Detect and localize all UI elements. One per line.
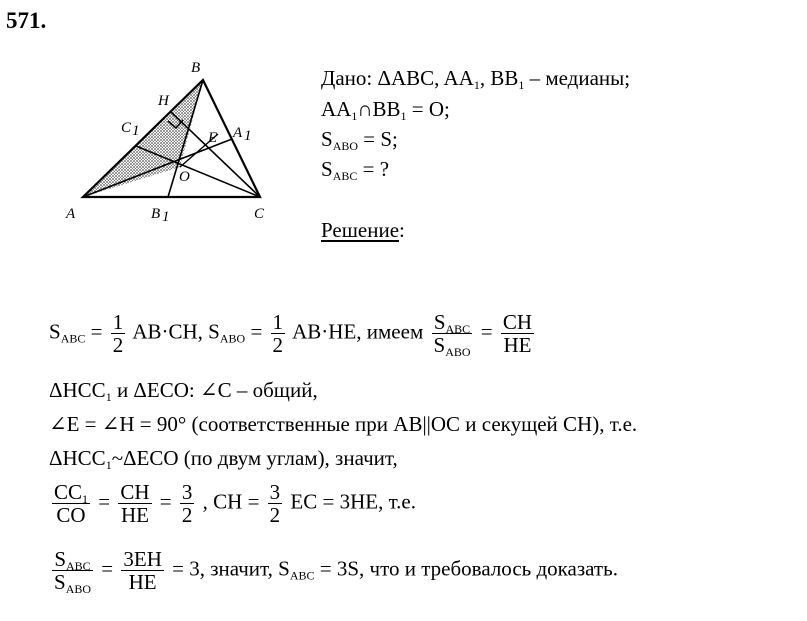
label-e: E — [208, 130, 218, 146]
solution-line-4: $\Delta HCC_1\sim\Delta ECO$ (по двум углам), значит, — [49, 446, 398, 472]
fraction-ch-he: $\frac{CH}{HE}$ — [502, 310, 533, 357]
solution-line-1: $S_{ABC}$ = $\frac{1}{2}$ AB·CH, $S_{ABO}$ = $\frac{1}{2}$ AB·HE, имеем $\frac{S_{ABC}}{S_{ABO}}$ = $\frac{CH}{HE}$ — [49, 310, 533, 359]
fraction-area-ratio-2: $\frac{S_{ABC}}{S_{ABO}}$ — [54, 547, 92, 596]
solution-heading: Решение: — [321, 218, 405, 242]
fraction-cc1-co: $\frac{CC_1}{CO}$ — [54, 480, 89, 527]
triangle-diagram — [58, 55, 288, 230]
label-b1-sub: 1 — [162, 209, 170, 225]
given-line-3: $S_{ABO} = S$; — [321, 127, 398, 153]
problem-number: 571. — [6, 8, 47, 33]
label-a1: A — [233, 125, 243, 141]
label-c1-sub: 1 — [132, 123, 140, 139]
given-line-1: Дано: ΔABC, $AA_1$, $BB_1$ – медианы; — [321, 66, 631, 92]
solution-line-2: $\Delta HCC_1$ и ΔECO: ∠C – общий, — [49, 378, 318, 404]
label-b1: B — [151, 206, 161, 222]
fraction-3-2: $\frac{3}{2}$ — [181, 480, 193, 527]
given-line-4: $S_{ABC}$ = ? — [321, 157, 390, 183]
fraction-3-2-b: $\frac{3}{2}$ — [269, 480, 281, 527]
solution-line-5: $\frac{CC_1}{CO}$ = $\frac{CH}{HE}$ = $\frac{3}{2}$ , CH = $\frac{3}{2}$ EC = 3HE, т.е. — [54, 480, 416, 527]
solution-line-3: ∠E = ∠H = 90° (соответственные при AB||OC и секущей CH), т.е. — [49, 412, 638, 436]
label-c1: C — [121, 120, 132, 136]
label-a: A — [66, 206, 76, 222]
label-a1-sub: 1 — [244, 128, 252, 144]
label-b: B — [191, 60, 201, 76]
label-h: H — [158, 93, 169, 109]
fraction-3eh-he: $\frac{3EH}{HE}$ — [123, 547, 162, 594]
fraction-area-ratio: $\frac{S_{ABC}}{S_{ABO}}$ — [433, 310, 471, 359]
given-line-2: $AA_1\cap BB_1 = O$; — [321, 97, 450, 123]
label-c: C — [254, 206, 265, 222]
fraction-half-2: $\frac{1}{2}$ — [272, 310, 284, 357]
solution-line-6: $\frac{S_{ABC}}{S_{ABO}}$ = $\frac{3EH}{HE}$ = 3, значит, $S_{ABC} = 3S$, что и требовалось доказать. — [54, 547, 618, 596]
fraction-half-1: $\frac{1}{2}$ — [112, 310, 124, 357]
triangle-figure — [58, 55, 288, 235]
fraction-ch-he-2: $\frac{CH}{HE}$ — [120, 480, 150, 527]
label-o: O — [179, 169, 190, 185]
